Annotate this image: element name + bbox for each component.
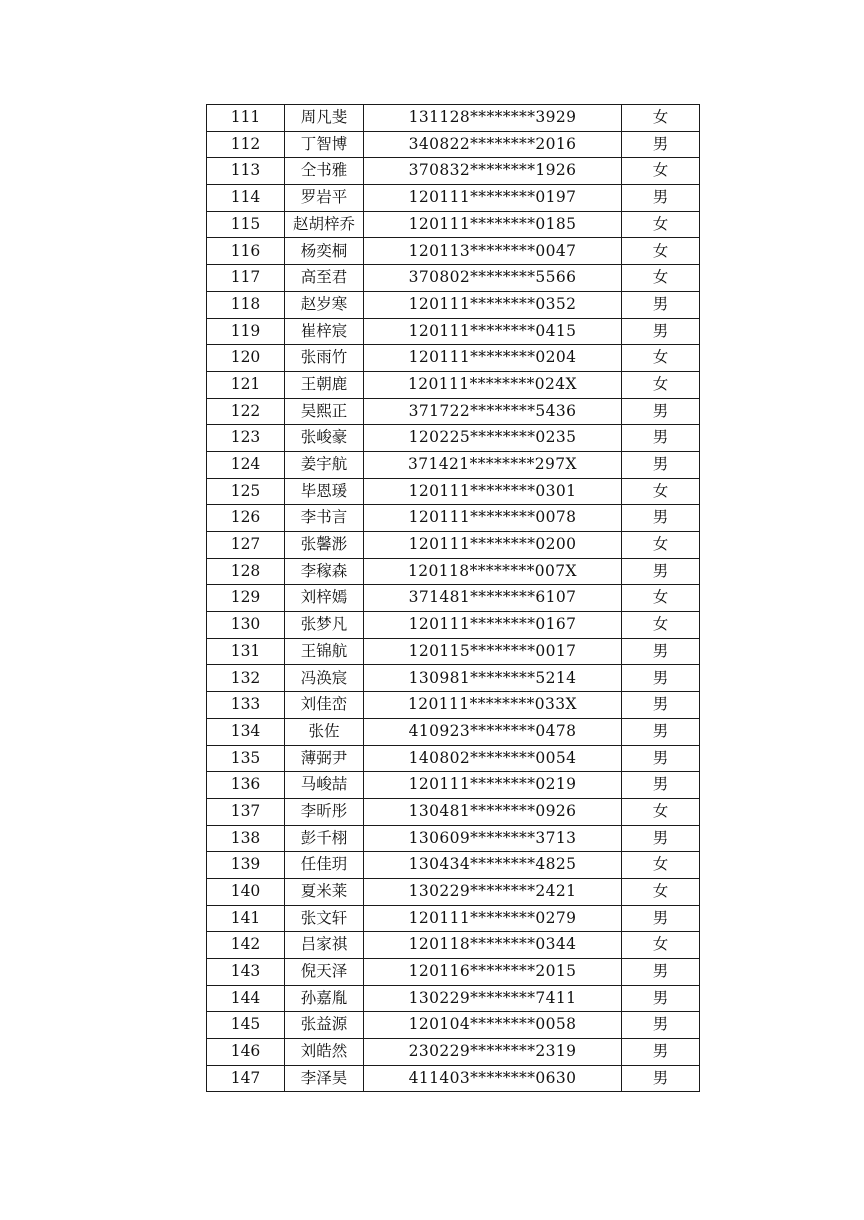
id-number: 120111********0204: [364, 345, 622, 372]
id-number: 131128********3929: [364, 105, 622, 132]
id-number: 371722********5436: [364, 398, 622, 425]
row-number: 124: [207, 451, 285, 478]
gender: 女: [622, 238, 700, 265]
table-row: [207, 558, 700, 585]
id-number: 120111********0219: [364, 772, 622, 799]
row-number: 118: [207, 291, 285, 318]
row-number: 145: [207, 1012, 285, 1039]
gender: 女: [622, 345, 700, 372]
row-number: 139: [207, 852, 285, 879]
student-name: 仝书雅: [285, 158, 364, 185]
row-number: 137: [207, 798, 285, 825]
student-name: 倪天泽: [285, 959, 364, 986]
table-row: [207, 451, 700, 478]
row-number: 140: [207, 878, 285, 905]
row-number: 112: [207, 131, 285, 158]
id-number: 130981********5214: [364, 665, 622, 692]
row-number: 131: [207, 638, 285, 665]
gender: 女: [622, 878, 700, 905]
gender: 女: [622, 211, 700, 238]
id-number: 120118********007X: [364, 558, 622, 585]
row-number: 133: [207, 692, 285, 719]
gender: 女: [622, 371, 700, 398]
id-number: 371421********297X: [364, 451, 622, 478]
table-row: [207, 1012, 700, 1039]
table-row: [207, 959, 700, 986]
table-row: [207, 478, 700, 505]
row-number: 135: [207, 745, 285, 772]
gender: 男: [622, 291, 700, 318]
row-number: 119: [207, 318, 285, 345]
gender: 男: [622, 425, 700, 452]
student-name: 赵岁寒: [285, 291, 364, 318]
id-number: 130609********3713: [364, 825, 622, 852]
table-row: [207, 345, 700, 372]
id-number: 120111********0415: [364, 318, 622, 345]
gender: 女: [622, 852, 700, 879]
id-number: 340822********2016: [364, 131, 622, 158]
gender: 男: [622, 745, 700, 772]
table-row: [207, 692, 700, 719]
student-name: 罗岩平: [285, 185, 364, 212]
table-row: [207, 291, 700, 318]
student-name: 张梦凡: [285, 612, 364, 639]
row-number: 115: [207, 211, 285, 238]
gender: 女: [622, 932, 700, 959]
id-number: 120116********2015: [364, 959, 622, 986]
gender: 女: [622, 105, 700, 132]
id-number: 120111********024X: [364, 371, 622, 398]
student-name: 毕恩瑗: [285, 478, 364, 505]
student-name: 刘皓然: [285, 1039, 364, 1066]
row-number: 113: [207, 158, 285, 185]
student-name: 高至君: [285, 265, 364, 292]
gender: 男: [622, 718, 700, 745]
student-name: 刘梓嫣: [285, 585, 364, 612]
table-row: [207, 131, 700, 158]
row-number: 142: [207, 932, 285, 959]
gender: 男: [622, 905, 700, 932]
id-number: 140802********0054: [364, 745, 622, 772]
gender: 男: [622, 451, 700, 478]
gender: 男: [622, 185, 700, 212]
table-row: [207, 211, 700, 238]
table-row: [207, 932, 700, 959]
student-name: 张益源: [285, 1012, 364, 1039]
row-number: 147: [207, 1065, 285, 1092]
id-number: 370802********5566: [364, 265, 622, 292]
student-name: 王锦航: [285, 638, 364, 665]
student-name: 张雨竹: [285, 345, 364, 372]
id-number: 370832********1926: [364, 158, 622, 185]
id-number: 120111********0279: [364, 905, 622, 932]
student-name: 王朝鹿: [285, 371, 364, 398]
student-name: 夏米莱: [285, 878, 364, 905]
id-number: 120111********0200: [364, 532, 622, 559]
id-number: 130481********0926: [364, 798, 622, 825]
id-number: 371481********6107: [364, 585, 622, 612]
student-name: 彭千栩: [285, 825, 364, 852]
student-name: 任佳玥: [285, 852, 364, 879]
student-name: 姜宇航: [285, 451, 364, 478]
student-name: 李泽昊: [285, 1065, 364, 1092]
id-number: 230229********2319: [364, 1039, 622, 1066]
gender: 男: [622, 638, 700, 665]
gender: 男: [622, 772, 700, 799]
table-row: [207, 798, 700, 825]
student-name: 杨奕桐: [285, 238, 364, 265]
table-row: [207, 825, 700, 852]
table-row: [207, 238, 700, 265]
row-number: 144: [207, 985, 285, 1012]
table-row: [207, 1039, 700, 1066]
table-row: [207, 878, 700, 905]
student-name: 薄弼尹: [285, 745, 364, 772]
gender: 女: [622, 532, 700, 559]
gender: 男: [622, 825, 700, 852]
gender: 男: [622, 131, 700, 158]
row-number: 141: [207, 905, 285, 932]
student-name: 李书言: [285, 505, 364, 532]
gender: 女: [622, 158, 700, 185]
student-name: 刘佳峦: [285, 692, 364, 719]
id-number: 130229********2421: [364, 878, 622, 905]
student-name: 周凡斐: [285, 105, 364, 132]
table-row: [207, 585, 700, 612]
row-number: 122: [207, 398, 285, 425]
id-number: 120118********0344: [364, 932, 622, 959]
id-number: 120111********0197: [364, 185, 622, 212]
table-row: [207, 745, 700, 772]
row-number: 117: [207, 265, 285, 292]
id-number: 410923********0478: [364, 718, 622, 745]
table-row: [207, 532, 700, 559]
id-number: 411403********0630: [364, 1065, 622, 1092]
id-number: 120113********0047: [364, 238, 622, 265]
gender: 男: [622, 318, 700, 345]
row-number: 129: [207, 585, 285, 612]
table-row: [207, 612, 700, 639]
id-number: 120111********0167: [364, 612, 622, 639]
gender: 男: [622, 985, 700, 1012]
table-row: [207, 905, 700, 932]
gender: 男: [622, 398, 700, 425]
student-name: 丁智博: [285, 131, 364, 158]
row-number: 128: [207, 558, 285, 585]
row-number: 120: [207, 345, 285, 372]
gender: 男: [622, 558, 700, 585]
id-number: 120111********033X: [364, 692, 622, 719]
row-number: 146: [207, 1039, 285, 1066]
row-number: 130: [207, 612, 285, 639]
gender: 女: [622, 585, 700, 612]
row-number: 138: [207, 825, 285, 852]
gender: 女: [622, 478, 700, 505]
student-name: 崔梓宸: [285, 318, 364, 345]
gender: 男: [622, 1039, 700, 1066]
table-row: [207, 505, 700, 532]
id-number: 130434********4825: [364, 852, 622, 879]
gender: 男: [622, 1065, 700, 1092]
table-row: [207, 425, 700, 452]
table-row: [207, 398, 700, 425]
gender: 女: [622, 612, 700, 639]
id-number: 120111********0352: [364, 291, 622, 318]
table-row: [207, 852, 700, 879]
row-number: 126: [207, 505, 285, 532]
table-row: [207, 1065, 700, 1092]
table-row: [207, 638, 700, 665]
id-number: 120104********0058: [364, 1012, 622, 1039]
student-name: 吴熙正: [285, 398, 364, 425]
row-number: 121: [207, 371, 285, 398]
table-row: [207, 185, 700, 212]
row-number: 143: [207, 959, 285, 986]
row-number: 127: [207, 532, 285, 559]
id-number: 130229********7411: [364, 985, 622, 1012]
id-number: 120115********0017: [364, 638, 622, 665]
gender: 男: [622, 665, 700, 692]
row-number: 136: [207, 772, 285, 799]
student-name: 张文轩: [285, 905, 364, 932]
row-number: 114: [207, 185, 285, 212]
student-name: 张佐: [285, 718, 364, 745]
table-row: [207, 105, 700, 132]
table-row: [207, 665, 700, 692]
student-name: 马峻喆: [285, 772, 364, 799]
id-number: 120111********0078: [364, 505, 622, 532]
student-name: 张馨浵: [285, 532, 364, 559]
table-row: [207, 318, 700, 345]
table-row: [207, 718, 700, 745]
gender: 男: [622, 505, 700, 532]
table-row: [207, 265, 700, 292]
gender: 女: [622, 265, 700, 292]
id-number: 120111********0185: [364, 211, 622, 238]
row-number: 134: [207, 718, 285, 745]
student-name: 张峻豪: [285, 425, 364, 452]
row-number: 125: [207, 478, 285, 505]
table-row: [207, 371, 700, 398]
id-number: 120111********0301: [364, 478, 622, 505]
gender: 男: [622, 1012, 700, 1039]
row-number: 111: [207, 105, 285, 132]
gender: 女: [622, 798, 700, 825]
gender: 男: [622, 959, 700, 986]
table-row: [207, 772, 700, 799]
row-number: 123: [207, 425, 285, 452]
row-number: 132: [207, 665, 285, 692]
id-number: 120225********0235: [364, 425, 622, 452]
roster-table-body: [207, 105, 700, 1092]
student-name: 冯涣宸: [285, 665, 364, 692]
student-name: 孙嘉胤: [285, 985, 364, 1012]
row-number: 116: [207, 238, 285, 265]
table-row: [207, 158, 700, 185]
student-name: 吕家祺: [285, 932, 364, 959]
student-name: 李昕彤: [285, 798, 364, 825]
roster-table: [206, 104, 700, 1092]
student-name: 赵胡梓乔: [285, 211, 364, 238]
gender: 男: [622, 692, 700, 719]
table-row: [207, 985, 700, 1012]
student-name: 李稼森: [285, 558, 364, 585]
